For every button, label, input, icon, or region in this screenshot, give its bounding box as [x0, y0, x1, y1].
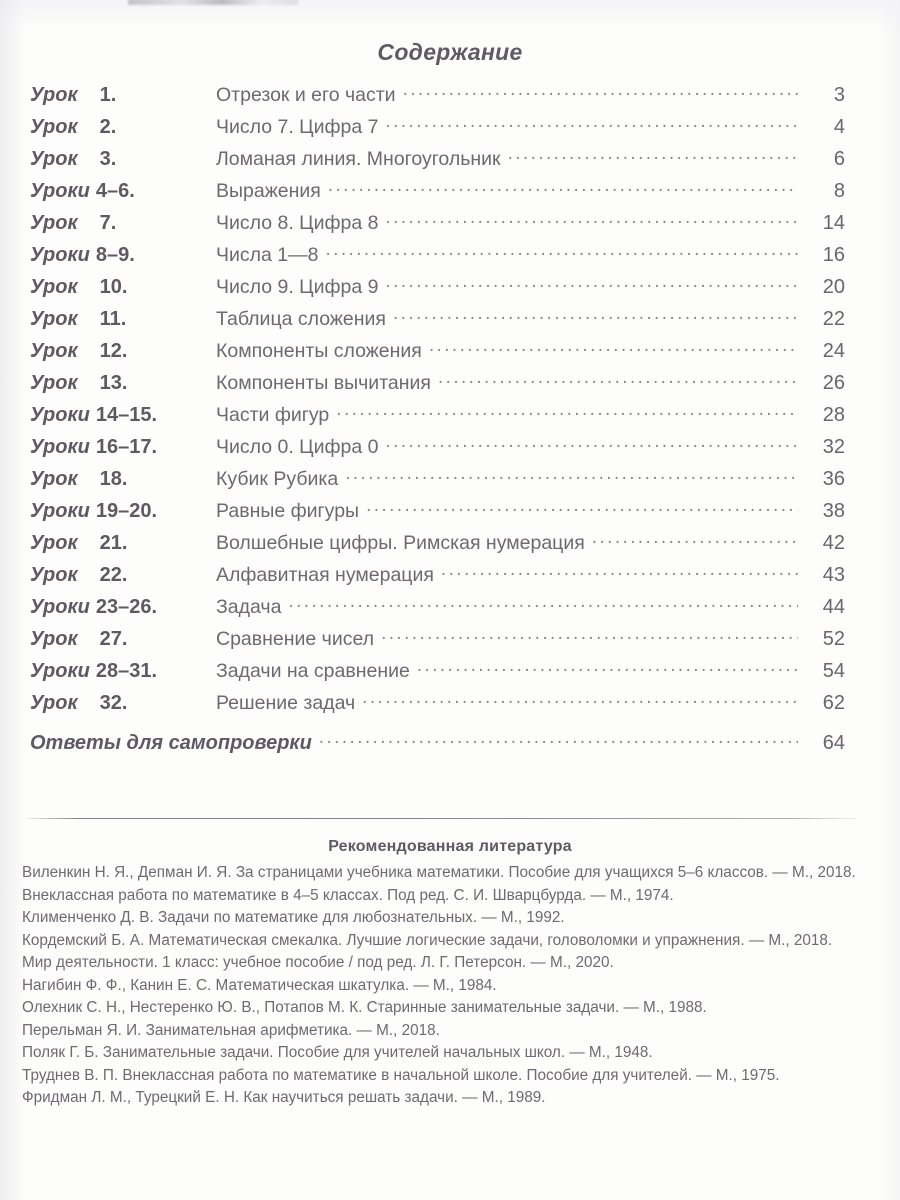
- toc-lesson-word: Урок: [30, 84, 78, 106]
- toc-entry-title: Ломаная линия. Многоугольник: [216, 148, 501, 170]
- toc-page-number: 8: [833, 180, 845, 202]
- toc-entry-title: Число 7. Цифра 7: [216, 116, 379, 138]
- toc-lesson-number-box: [90, 660, 212, 683]
- toc-lesson-number-box: [90, 436, 212, 459]
- toc-row[interactable]: [0, 628, 900, 660]
- toc-page-number: 20: [822, 276, 845, 298]
- scan-smudge-artifact: [128, 0, 298, 5]
- dot-leader: [345, 469, 798, 485]
- bibliography-item: Виленкин Н. Я., Депман И. Я. За страницами учебника математики. Пособие для учащихся 5–6 классов. — М., 2018.: [22, 864, 856, 881]
- bibliography-item: Клименченко Д. В. Задачи по математике для любознательных. — М., 1992.: [22, 909, 565, 926]
- toc-entry-title: Сравнение чисел: [216, 628, 375, 650]
- toc-lesson-number: 2.: [99, 116, 117, 138]
- dot-leader: [386, 437, 799, 453]
- toc-page-number: 28: [822, 404, 845, 426]
- toc-entry-title: Таблица сложения: [216, 308, 386, 330]
- toc-lesson-word: Уроки: [30, 180, 90, 202]
- toc-entry-title: Числа 1—8: [216, 244, 319, 266]
- toc-page-number: 32: [822, 436, 845, 458]
- toc-entry-title: Число 9. Цифра 9: [216, 276, 379, 298]
- toc-lesson-number-box: [78, 468, 212, 491]
- toc-lesson-word: Уроки: [30, 436, 90, 458]
- toc-lesson-number: 3.: [99, 148, 117, 170]
- toc-row[interactable]: [0, 340, 900, 372]
- toc-page-number: 4: [833, 116, 845, 138]
- toc-entry-title: Кубик Рубика: [216, 468, 339, 490]
- toc-lesson-number-box: [78, 148, 212, 171]
- bibliography-item: Перельман Я. И. Занимательная арифметика. — М., 2018.: [22, 1021, 440, 1039]
- toc-entry-title: Части фигур: [216, 404, 330, 426]
- toc-page-number: 6: [833, 148, 845, 170]
- bibliography-item: Внеклассная работа по математике в 4–5 классах. Под ред. С. И. Шварцбурда. — М., 1974.: [22, 886, 674, 904]
- toc-lesson-number-box: [90, 244, 212, 267]
- toc-lesson-word: Урок: [30, 372, 78, 394]
- toc-lesson-word: Урок: [30, 308, 78, 330]
- dot-leader: [592, 533, 798, 549]
- dot-leader: [319, 733, 798, 749]
- toc-lesson-word: Урок: [30, 276, 78, 298]
- toc-lesson-number-box: [78, 276, 212, 299]
- bibliography-list: [22, 862, 880, 1110]
- toc-page-number: 16: [822, 244, 845, 266]
- toc-row[interactable]: [0, 116, 900, 148]
- toc-lesson-number: 19–20.: [95, 500, 158, 522]
- dot-leader: [362, 693, 798, 709]
- toc-lesson-number: 18.: [99, 468, 128, 490]
- bibliography-item: Кордемский Б. А. Математическая смекалка. Лучшие логические задачи, головоломки и упражнения. — М., 2018.: [22, 931, 833, 949]
- bibliography-heading: Рекомендованная литература: [328, 838, 572, 855]
- dot-leader: [438, 373, 798, 389]
- toc-lesson-number: 12.: [99, 340, 128, 362]
- toc-entry-title: Отрезок и его части: [216, 84, 396, 106]
- toc-lesson-number: 11.: [99, 308, 127, 330]
- toc-lesson-number: 14–15.: [95, 404, 158, 426]
- dot-leader: [381, 629, 798, 645]
- toc-lesson-word: Уроки: [30, 404, 90, 426]
- toc-entry-title: Число 8. Цифра 8: [216, 212, 379, 234]
- toc-row[interactable]: [0, 372, 900, 404]
- toc-lesson-number: 13.: [99, 372, 128, 394]
- toc-lesson-number-box: [90, 596, 212, 619]
- toc-lesson-number-box: [78, 84, 212, 107]
- toc-row[interactable]: [0, 500, 900, 532]
- toc-lesson-number-box: [78, 212, 212, 235]
- dot-leader: [336, 405, 798, 421]
- toc-page-number: 24: [822, 340, 845, 362]
- toc-page-number: 54: [822, 660, 845, 682]
- toc-row[interactable]: [0, 596, 900, 628]
- toc-lesson-number-box: [78, 532, 212, 555]
- dot-leader: [403, 85, 798, 101]
- toc-page-number: 3: [833, 84, 845, 106]
- toc-entry-title: Задачи на сравнение: [216, 660, 410, 682]
- dot-leader: [508, 149, 798, 165]
- toc-lesson-number: 10.: [99, 276, 128, 298]
- toc-entry-title: Число 0. Цифра 0: [216, 436, 379, 458]
- dot-leader: [429, 341, 798, 357]
- toc-lesson-word: Урок: [30, 628, 78, 650]
- toc-row[interactable]: [0, 660, 900, 692]
- toc-page-number: 44: [822, 596, 845, 618]
- toc-lesson-number-box: [78, 308, 212, 331]
- toc-entry-title: Алфавитная нумерация: [216, 564, 434, 586]
- toc-lesson-word: Урок: [30, 468, 78, 490]
- toc-page-number: 26: [822, 372, 845, 394]
- table-of-contents: [0, 84, 900, 766]
- toc-lesson-number: 8–9.: [95, 244, 135, 266]
- toc-lesson-word: Уроки: [30, 596, 90, 618]
- toc-lesson-number-box: [78, 372, 212, 395]
- toc-page-number: 62: [822, 692, 845, 714]
- toc-entry-title: Задача: [216, 596, 282, 618]
- toc-lesson-number: 7.: [99, 212, 117, 234]
- toc-row[interactable]: [0, 404, 900, 436]
- toc-entry-title: Решение задач: [216, 692, 356, 714]
- toc-lesson-number: 32.: [99, 692, 128, 714]
- toc-lesson-number: 22.: [99, 564, 128, 586]
- bibliography-item: Нагибин Ф. Ф., Канин Е. С. Математическая шкатулка. — М., 1984.: [22, 976, 497, 994]
- toc-lesson-number: 1.: [99, 84, 117, 106]
- toc-row-answers[interactable]: [0, 732, 900, 766]
- toc-lesson-word: Урок: [30, 340, 78, 362]
- toc-entry-title: Компоненты вычитания: [216, 372, 431, 394]
- bibliography-item: Фридман Л. М., Турецкий Е. Н. Как научиться решать задачи. — М., 1989.: [22, 1089, 546, 1106]
- page-title: Содержание: [377, 39, 523, 65]
- dot-leader: [325, 245, 798, 261]
- toc-page-number: 22: [822, 308, 845, 330]
- toc-page-number: 36: [822, 468, 845, 490]
- bibliography-item: Мир деятельности. 1 класс: учебное пособие / под ред. Л. Г. Петерсон. — М., 2020.: [22, 954, 614, 971]
- toc-lesson-number: 28–31.: [95, 660, 158, 682]
- toc-lesson-number-box: [78, 340, 212, 363]
- dot-leader: [417, 661, 798, 677]
- toc-row[interactable]: [0, 244, 900, 276]
- toc-row[interactable]: [0, 564, 900, 596]
- toc-lesson-word: Урок: [30, 532, 78, 554]
- toc-row[interactable]: [0, 212, 900, 244]
- bibliography-item: Труднев В. П. Внеклассная работа по математике в начальной школе. Пособие для учителей. — М., 1975.: [22, 1066, 780, 1084]
- dot-leader: [386, 277, 799, 293]
- toc-page-number: 14: [822, 212, 845, 234]
- dot-leader: [366, 501, 798, 517]
- bibliography-item: Олехник С. Н., Нестеренко Ю. В., Потапов М. К. Старинные занимательные задачи. — М., 1988.: [22, 999, 707, 1016]
- toc-lesson-number-box: [90, 500, 212, 523]
- toc-row[interactable]: [0, 436, 900, 468]
- toc-lesson-number-box: [90, 404, 212, 427]
- toc-row[interactable]: [0, 276, 900, 308]
- toc-lesson-word: Уроки: [30, 244, 90, 266]
- toc-entry-title: Равные фигуры: [216, 500, 360, 522]
- dot-leader: [386, 117, 799, 133]
- toc-row[interactable]: [0, 468, 900, 500]
- toc-lesson-number-box: [78, 116, 212, 139]
- dot-leader: [288, 597, 798, 613]
- toc-lesson-word: Урок: [30, 116, 78, 138]
- toc-page-number: 64: [822, 732, 845, 754]
- toc-row[interactable]: [0, 180, 900, 212]
- toc-page-number: 38: [822, 500, 845, 522]
- dot-leader: [393, 309, 798, 325]
- toc-lesson-number: 16–17.: [95, 436, 158, 458]
- toc-page-number: 43: [822, 564, 845, 586]
- toc-lesson-word: Уроки: [30, 660, 90, 682]
- toc-lesson-number: 21.: [99, 532, 128, 554]
- section-divider: [26, 818, 856, 819]
- toc-entry-title: Компоненты сложения: [216, 340, 422, 362]
- toc-lesson-number-box: [90, 180, 212, 203]
- toc-lesson-word: Уроки: [30, 500, 90, 522]
- toc-lesson-word: Урок: [30, 148, 78, 170]
- toc-lesson-word: Урок: [30, 692, 78, 714]
- toc-entry-title: Волшебные цифры. Римская нумерация: [216, 532, 585, 554]
- dot-leader: [328, 181, 798, 197]
- dot-leader: [386, 213, 799, 229]
- toc-row[interactable]: [0, 532, 900, 564]
- toc-lesson-number: 27.: [99, 628, 128, 650]
- toc-row[interactable]: [0, 692, 900, 724]
- bibliography-item: Поляк Г. Б. Занимательные задачи. Пособие для учителей начальных школ. — М., 1948.: [22, 1044, 653, 1061]
- toc-entry-title: Выражения: [216, 180, 321, 202]
- toc-lesson-word: Урок: [30, 212, 78, 234]
- toc-row[interactable]: [0, 148, 900, 180]
- toc-page-number: 42: [822, 532, 845, 554]
- toc-answers-label: Ответы для самопроверки: [30, 732, 312, 754]
- toc-lesson-word: Урок: [30, 564, 78, 586]
- toc-page-number: 52: [822, 628, 845, 650]
- toc-lesson-number: 4–6.: [95, 180, 135, 202]
- toc-lesson-number-box: [78, 564, 212, 587]
- toc-row[interactable]: [0, 308, 900, 340]
- toc-lesson-number-box: [78, 628, 212, 651]
- toc-row[interactable]: [0, 84, 900, 116]
- toc-lesson-number: 23–26.: [95, 596, 158, 618]
- dot-leader: [441, 565, 798, 581]
- toc-lesson-number-box: [78, 692, 212, 715]
